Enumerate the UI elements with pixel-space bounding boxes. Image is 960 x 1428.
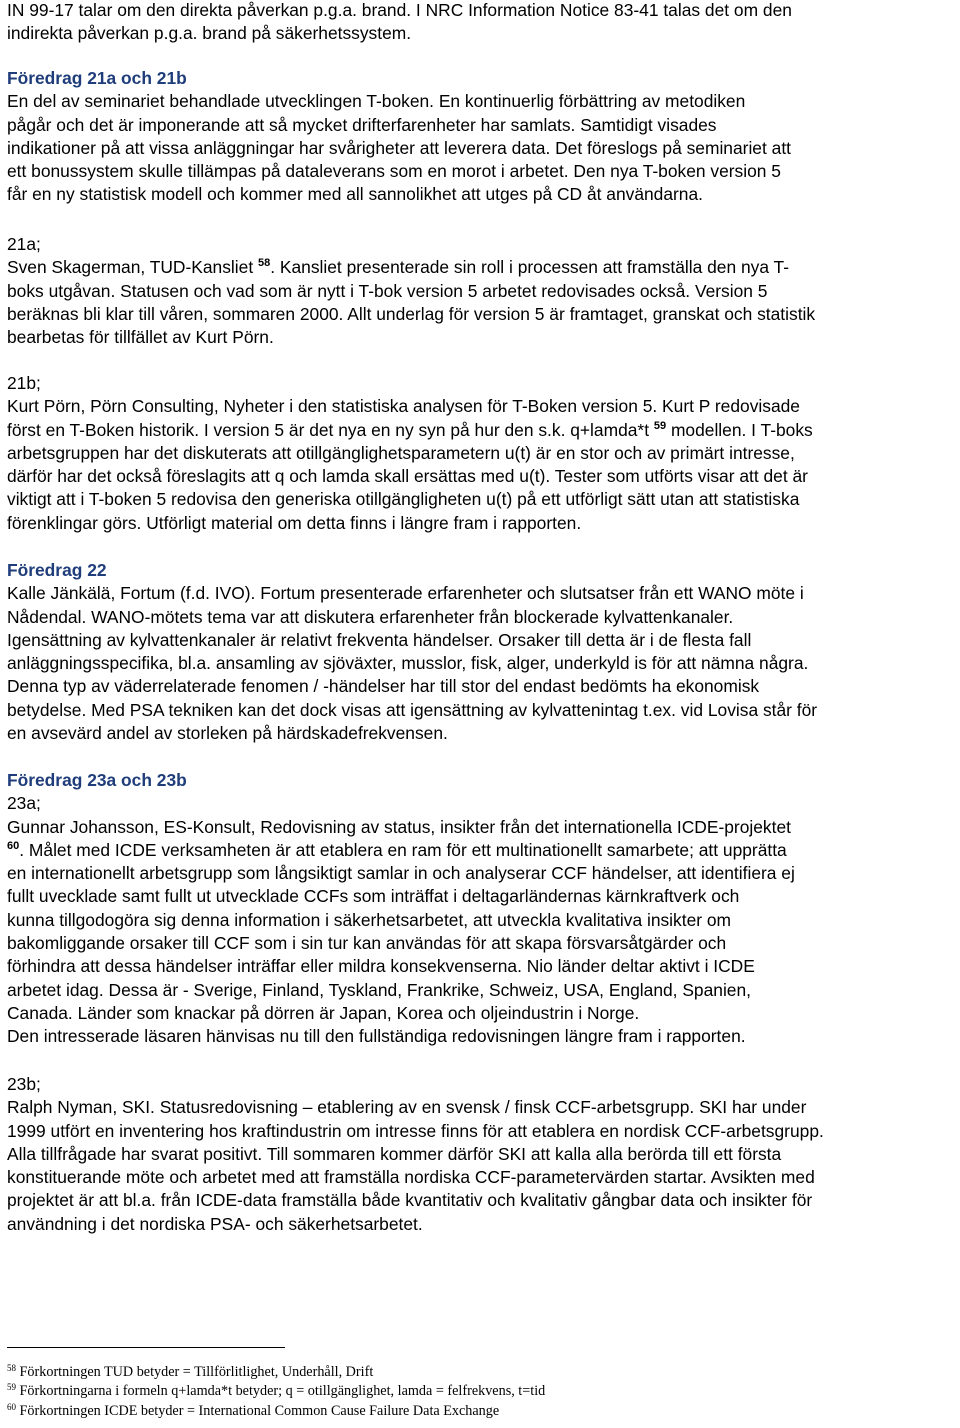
intro-paragraph xyxy=(7,0,957,46)
footnote-ref-59[interactable]: 59 xyxy=(653,419,667,432)
text-line: fullt uvecklade samt fullt ut utvecklade CCFs som inträffat i deltagarländernas kärnkraftverk och xyxy=(7,886,740,907)
text-line: Ralph Nyman, SKI. Statusredovisning – etablering av en svensk / finsk CCF-arbetsgrupp. SKI har under xyxy=(7,1097,807,1118)
text-line: indirekta påverkan p.g.a. brand på säkerhetssystem. xyxy=(7,23,412,44)
text-line: Alla tillfrågade har svarat positivt. Till sommaren kommer därför SKI att kalla alla berörda till ett första xyxy=(7,1143,782,1164)
text-line: Kurt Pörn, Pörn Consulting, Nyheter i den statistiska analysen för T-Boken version 5. Kurt P redovisade xyxy=(7,396,800,417)
text-line xyxy=(7,839,957,862)
text-line: får en ny statistisk modell och kommer med all sannolikhet att utges på CD åt användarna. xyxy=(7,184,703,205)
text-line: konstituerande möte och arbetet med att framställa nordiska CCF-parametervärden startar. Avsikten med xyxy=(7,1167,815,1188)
text-line: Igensättning av kylvattenkanaler är relativt frekventa händelser. Orsaker till detta är i de flesta fall xyxy=(7,629,752,650)
text-line: bearbetas för tillfället av Kurt Pörn. xyxy=(7,327,274,348)
text-line: anläggningsspecifika, bl.a. ansamling av sjöväxter, musslor, fisk, alger, underkyld is för att nämna några. xyxy=(7,653,809,674)
section-foredrag-21 xyxy=(7,67,957,207)
text-line: En del av seminariet behandlade utvecklingen T-boken. En kontinuerlig förbättring av metodiken xyxy=(7,91,746,112)
footnote-60 xyxy=(7,1402,499,1420)
text-line: Kalle Jänkälä, Fortum (f.d. IVO). Fortum presenterade erfarenheter och slutsatser från ett WANO möte i xyxy=(7,583,804,604)
section-foredrag-22 xyxy=(7,559,957,745)
text-line: viktigt att i T-boken 5 redovisa den generiska otillgängligheten u(t) på ett utförligt sätt utan att statistiska xyxy=(7,489,800,510)
section-heading: Föredrag 22 xyxy=(7,560,107,580)
subsection-label: 21b; xyxy=(7,373,41,393)
footnote-separator xyxy=(7,1347,285,1348)
text-line: en avsevärd andel av storleken på härdskadefrekvensen. xyxy=(7,723,448,744)
subsection-21b xyxy=(7,372,957,535)
text-line: IN 99-17 talar om den direkta påverkan p.g.a. brand. I NRC Information Notice 83-41 talas det om den xyxy=(7,0,792,20)
text-span: . Kansliet presenterade sin roll i processen att framställa den nya T- xyxy=(270,257,789,278)
text-line: projektet är att bl.a. från ICDE-data framställa både kvantitativ och kvalitativ gångbar data och insikter för xyxy=(7,1190,813,1211)
text-span: först en T-Boken historik. I version 5 är det nya en ny syn på hur den s.k. q+lamda*t xyxy=(7,419,654,440)
text-span: Sven Skagerman, TUD-Kansliet xyxy=(7,257,258,278)
text-line xyxy=(7,419,957,442)
text-line: Nådendal. WANO-mötets tema var att diskutera erfarenheter från blockerade kylvattenkanaler. xyxy=(7,606,734,627)
section-heading: Föredrag 23a och 23b xyxy=(7,770,187,790)
text-span: modellen. I T-boks xyxy=(666,419,813,440)
text-line: arbetsgruppen har det diskuterats att otillgänglighetsparametern u(t) är en stor och av primärt intresse, xyxy=(7,442,795,463)
text-line: användning i det nordiska PSA- och säkerhetsarbetet. xyxy=(7,1213,423,1234)
section-foredrag-23 xyxy=(7,769,957,1049)
text-line: betydelse. Med PSA tekniken kan det dock visas att igensättning av kylvattenintag t.ex. vid Lovisa står för xyxy=(7,699,818,720)
text-line: Denna typ av väderrelaterade fenomen / -händelser har till stor del endast bedömts ha ekonomisk xyxy=(7,676,760,697)
text-line: Den intresserade läsaren hänvisas nu till den fullständiga redovisningen längre fram i rapporten. xyxy=(7,1026,746,1047)
text-line: arbetet idag. Dessa är - Sverige, Finland, Tyskland, Frankrike, Schweiz, USA, England, Spanien, xyxy=(7,979,751,1000)
footnote-text: Förkortningen TUD betyder = Tillförlitlighet, Underhåll, Drift xyxy=(19,1364,374,1380)
text-line: Gunnar Johansson, ES-Konsult, Redovisning av status, insikter från det internationella ICDE-projektet xyxy=(7,816,791,837)
subsection-21a xyxy=(7,233,957,349)
footnote-ref-60[interactable]: 60 xyxy=(7,839,20,852)
footnote-59 xyxy=(7,1382,545,1400)
text-line xyxy=(7,256,957,279)
subsection-label: 23a; xyxy=(7,793,41,814)
subsection-label: 21a; xyxy=(7,234,41,254)
subsection-23b xyxy=(7,1073,957,1236)
footnote-ref-58[interactable]: 58 xyxy=(257,257,271,270)
text-line: kunna tillgodogöra sig denna information i säkerhetsarbetet, att utveckla kvalitativa insikter om xyxy=(7,909,732,930)
text-line: beräknas bli klar till våren, sommaren 2000. Allt underlag för version 5 är framtaget, granskat och statistik xyxy=(7,303,816,324)
text-line: pågår och det är imponerande att så mycket drifterfarenheter har samlats. Samtidigt visades xyxy=(7,114,717,135)
footnote-text: Förkortningarna i formeln q+lamda*t betyder; q = otillgänglighet, lamda = felfrekvens, t=tid xyxy=(19,1383,546,1399)
footnote-number: 59 xyxy=(7,1382,16,1392)
section-heading: Föredrag 21a och 21b xyxy=(7,68,187,88)
text-line: 1999 utfört en inventering hos kraftindustrin om intresse finns för att etablera en nordisk CCF-arbetsgrupp. xyxy=(7,1120,824,1141)
footnote-text: Förkortningen ICDE betyder = International Common Cause Failure Data Exchange xyxy=(19,1403,500,1419)
text-line: en internationellt arbetsgrupp som långsiktigt samlar in och analyserar CCF händelser, att identifiera ej xyxy=(7,863,795,884)
text-line: boks utgåvan. Statusen och vad som är nytt i T-bok version 5 arbetet redovisades också. Version 5 xyxy=(7,280,768,301)
text-line: förenklingar görs. Utförligt material om detta finns i längre fram i rapporten. xyxy=(7,512,582,533)
text-line: indikationer på att vissa anläggningar har svårigheter att leverera data. Det föreslogs på seminariet att xyxy=(7,137,791,158)
footnote-number: 60 xyxy=(7,1402,16,1412)
text-line: Canada. Länder som knackar på dörren är Japan, Korea och oljeindustrin i Norge. xyxy=(7,1002,640,1023)
text-span: . Målet med ICDE verksamheten är att etablera en ram för ett multinationellt samarbete; att upprätta xyxy=(19,839,787,860)
text-line: ett bonussystem skulle tillämpas på dataleverans som en morot i arbetet. Den nya T-boken version 5 xyxy=(7,161,781,182)
subsection-label: 23b; xyxy=(7,1074,41,1094)
footnote-number: 58 xyxy=(7,1363,16,1373)
footnote-58 xyxy=(7,1363,373,1381)
text-line: därför har det också föreslagits att q och lamda skall ersättas med u(t). Tester som utförts visar att det är xyxy=(7,466,808,487)
text-line: bakomliggande orsaker till CCF som i sin tur kan användas för att skapa försvarsåtgärder och xyxy=(7,933,727,954)
text-line: förhindra att dessa händelser inträffar eller mildra konsekvenserna. Nio länder deltar aktivt i ICDE xyxy=(7,956,755,977)
